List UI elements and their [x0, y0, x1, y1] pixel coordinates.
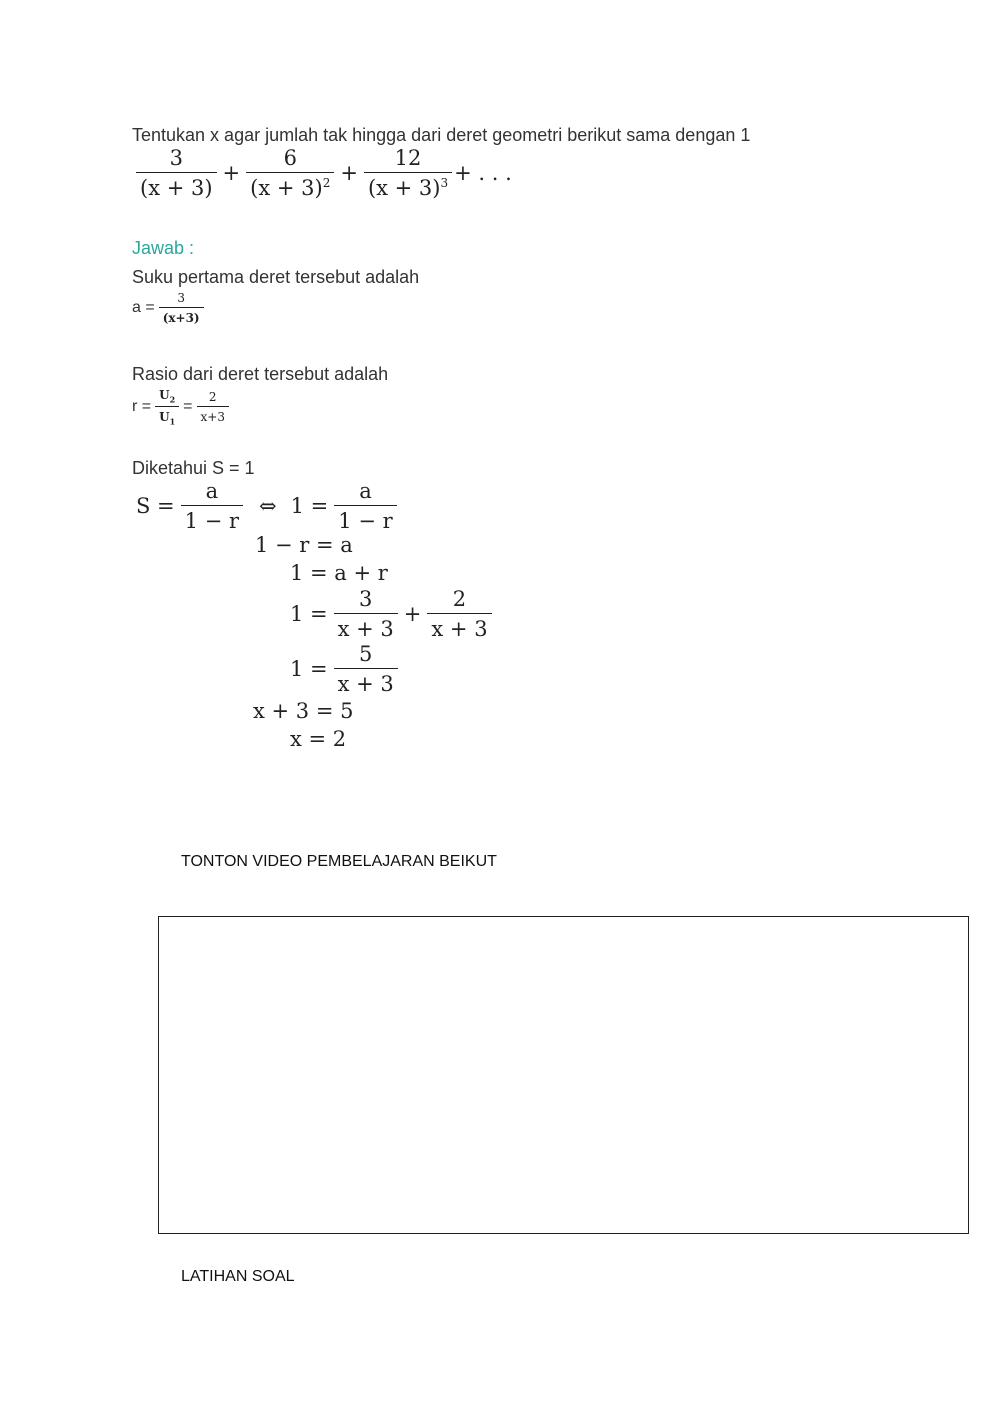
step-5-lhs: 1 =	[290, 657, 328, 681]
a-numerator: 3	[177, 291, 185, 305]
r-fraction-value	[197, 390, 229, 424]
first-term-text: Suku pertama deret tersebut adalah	[132, 267, 420, 287]
term-1-denominator: (x + 3)	[136, 172, 217, 200]
question-text: Tentukan x agar jumlah tak hingga dari deret geometri berikut sama dengan 1	[132, 125, 751, 145]
video-placeholder[interactable]	[158, 916, 969, 1234]
step-5-fraction	[334, 642, 398, 696]
term-3-base: (x + 3)	[367, 176, 441, 200]
plus-sign: +	[340, 161, 358, 185]
a-formula	[132, 291, 204, 325]
one-eq: 1 =	[290, 494, 329, 518]
step-3: 1 = a + r	[290, 561, 388, 585]
a-fraction	[159, 291, 204, 325]
step-5	[290, 642, 398, 696]
term-1	[136, 146, 217, 200]
s-denominator: 1 − r	[181, 505, 243, 533]
r-formula	[132, 388, 229, 427]
iff-symbol: ⇔	[259, 494, 277, 518]
term-3-denominator	[364, 172, 452, 200]
step-4-denominator-2: x + 3	[427, 613, 491, 641]
step-4-numerator-1: 3	[359, 587, 373, 611]
one-numerator: a	[359, 479, 372, 503]
term-2	[246, 146, 334, 200]
step-2: 1 − r = a	[255, 533, 353, 557]
video-heading: TONTON VIDEO PEMBELAJARAN BEIKUT	[181, 853, 497, 870]
r-fraction-u	[155, 388, 179, 427]
given-text: Diketahui S = 1	[132, 458, 255, 478]
r-lhs: r =	[132, 398, 152, 416]
a-denominator: (x+3)	[159, 307, 204, 325]
plus-sign: +	[222, 161, 241, 185]
step-5-numerator: 5	[359, 642, 373, 666]
step-5-denominator: x + 3	[334, 668, 398, 696]
term-1-numerator: 3	[169, 146, 183, 170]
step-4-lhs: 1 =	[290, 602, 328, 626]
r2-numerator: 2	[208, 390, 217, 405]
answer-label: Jawab :	[132, 238, 195, 258]
step-7: x = 2	[290, 727, 347, 751]
step-6: x + 3 = 5	[253, 699, 354, 723]
r-denominator: $U_1$	[155, 406, 179, 426]
one-fraction	[334, 479, 396, 533]
term-3	[364, 146, 452, 200]
term-2-base: (x + 3)	[250, 176, 323, 200]
plus-sign: +	[403, 602, 422, 626]
step-4-denominator-1: x + 3	[334, 613, 398, 641]
s-fraction	[181, 479, 243, 533]
term-2-numerator: 6	[283, 146, 297, 170]
r-equals: =	[183, 398, 193, 416]
s-numerator: a	[205, 479, 219, 503]
r2-denominator: x+3	[197, 406, 229, 424]
r-numerator: $U_2$	[159, 388, 176, 405]
term-2-power: 2	[322, 176, 331, 190]
series-expression	[136, 146, 518, 200]
sum-formula	[136, 479, 397, 533]
term-3-power: 3	[440, 176, 449, 190]
step-4-fraction-1	[334, 587, 398, 641]
step-4-numerator-2: 2	[452, 587, 467, 611]
step-4-fraction-2	[427, 587, 491, 641]
ellipsis: + . . .	[454, 161, 512, 185]
exercise-heading: LATIHAN SOAL	[181, 1268, 295, 1285]
a-lhs: a =	[132, 299, 155, 316]
s-lhs: S =	[136, 494, 175, 518]
ratio-text: Rasio dari deret tersebut adalah	[132, 364, 389, 384]
term-2-denominator	[246, 172, 334, 200]
term-3-numerator: 12	[394, 146, 422, 170]
one-denominator: 1 − r	[334, 505, 396, 533]
step-4	[290, 587, 492, 641]
